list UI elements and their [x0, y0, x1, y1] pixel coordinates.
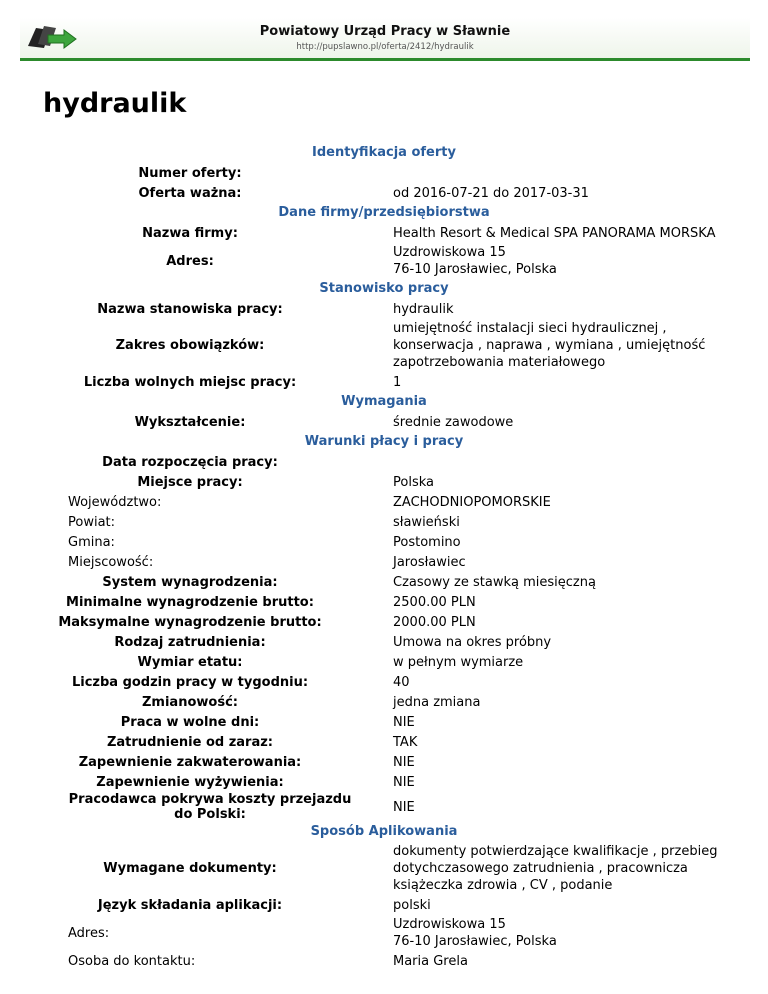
- detail-value-line: ZACHODNIOPOMORSKIE: [393, 494, 551, 510]
- detail-value-line: umiejętność instalacji sieci hydraulicznej ,: [393, 321, 667, 336]
- detail-value-line: dokumenty potwierdzające kwalifikacje , przebieg: [393, 844, 718, 859]
- detail-row: [0, 183, 768, 203]
- detail-value-line: średnie zawodowe: [393, 414, 514, 430]
- detail-value-line: TAK: [393, 734, 418, 750]
- detail-label: Zakres obowiązków:: [115, 338, 265, 353]
- detail-label: Pracodawca pokrywa koszty przejazdu do Polski:: [68, 792, 352, 822]
- detail-value-line: 76-10 Jarosławiec, Polska: [393, 262, 557, 277]
- detail-row: [0, 572, 768, 592]
- detail-label: Rodzaj zatrudnienia:: [114, 634, 266, 650]
- detail-row: [0, 915, 768, 951]
- detail-row: [0, 372, 768, 392]
- detail-value-line: Postomino: [393, 534, 461, 550]
- detail-value: [380, 774, 723, 791]
- detail-value-line: polski: [393, 897, 431, 913]
- detail-value: [380, 897, 723, 914]
- detail-value: [380, 734, 723, 751]
- detail-row: [0, 895, 768, 915]
- detail-label: Adres:: [68, 925, 110, 941]
- detail-label: Zatrudnienie od zaraz:: [106, 734, 274, 750]
- detail-label: Zapewnienie zakwaterowania:: [78, 754, 302, 770]
- detail-row: [0, 732, 768, 752]
- detail-label: Powiat:: [68, 514, 116, 530]
- section-heading: Identyfikacja oferty: [312, 145, 456, 160]
- detail-value-line: sławieński: [393, 514, 460, 530]
- detail-label: Praca w wolne dni:: [120, 714, 260, 730]
- detail-value: [380, 654, 723, 671]
- detail-value-line: Umowa na okres próbny: [393, 634, 552, 650]
- detail-row: [0, 532, 768, 552]
- detail-value: [380, 915, 723, 951]
- detail-row: [0, 552, 768, 572]
- detail-value-line: od 2016-07-21 do 2017-03-31: [393, 185, 589, 201]
- detail-value-line: Czasowy ze stawką miesięczną: [393, 574, 596, 590]
- detail-label: Wymiar etatu:: [137, 654, 243, 670]
- section-heading: Dane firmy/przedsiębiorstwa: [278, 205, 490, 220]
- detail-label: Liczba wolnych miejsc pracy:: [83, 374, 297, 390]
- detail-value-line: 76-10 Jarosławiec, Polska: [393, 934, 557, 949]
- detail-label: Język składania aplikacji:: [97, 897, 283, 913]
- section-heading: Stanowisko pracy: [319, 281, 449, 296]
- detail-row: [0, 652, 768, 672]
- detail-row: [0, 319, 768, 372]
- detail-label: Numer oferty:: [138, 165, 242, 181]
- detail-label: Zapewnienie wyżywienia:: [96, 774, 284, 790]
- detail-value-line: jedna zmiana: [393, 694, 481, 710]
- detail-row: [0, 412, 768, 432]
- detail-value: [380, 674, 723, 691]
- detail-row: [0, 672, 768, 692]
- detail-value: [380, 634, 723, 651]
- detail-value-line: w pełnym wymiarze: [393, 654, 524, 670]
- detail-value: [380, 414, 723, 431]
- detail-value: [380, 225, 723, 242]
- detail-value: [380, 474, 723, 491]
- detail-row: [0, 452, 768, 472]
- detail-value-line: Uzdrowiskowa 15: [393, 245, 506, 260]
- detail-row: [0, 299, 768, 319]
- detail-value-line: konserwacja , naprawa , wymiana , umiejętność: [393, 338, 706, 353]
- detail-label: Nazwa stanowiska pracy:: [97, 301, 283, 317]
- detail-value: [380, 374, 723, 391]
- detail-label: Adres:: [166, 253, 214, 269]
- detail-row: [0, 243, 768, 279]
- detail-row: [0, 951, 768, 971]
- detail-row: [0, 772, 768, 792]
- detail-value: [380, 301, 723, 318]
- detail-label: Liczba godzin pracy w tygodniu:: [71, 674, 309, 690]
- detail-label: System wynagrodzenia:: [102, 574, 278, 590]
- detail-value-line: Health Resort & Medical SPA PANORAMA MORSKA: [393, 225, 716, 241]
- site-title: Powiatowy Urząd Pracy w Sławnie: [259, 24, 511, 39]
- detail-value-line: zapotrzebowania materiałowego: [393, 355, 606, 370]
- detail-value-line: Uzdrowiskowa 15: [393, 917, 506, 932]
- site-header: [20, 18, 750, 61]
- detail-value-line: hydraulik: [393, 301, 454, 317]
- section-heading: Sposób Aplikowania: [310, 824, 458, 839]
- detail-label: Wykształcenie:: [134, 414, 246, 430]
- site-url[interactable]: http://pupslawno.pl/oferta/2412/hydraulik: [296, 42, 474, 52]
- detail-value: [380, 799, 723, 816]
- detail-row: [0, 223, 768, 243]
- detail-label: Miejsce pracy:: [137, 474, 243, 490]
- detail-label: Województwo:: [68, 494, 162, 510]
- detail-value-line: dotychczasowego zatrudnienia , pracownicza: [393, 861, 688, 876]
- section-heading: Wymagania: [341, 394, 427, 409]
- detail-value-line: NIE: [393, 714, 415, 730]
- detail-value-line: 1: [393, 374, 402, 390]
- detail-row: [0, 612, 768, 632]
- detail-value: [380, 494, 723, 511]
- detail-value: [380, 185, 723, 202]
- offer-details: [0, 143, 768, 971]
- detail-value: [380, 243, 723, 279]
- detail-value: [380, 754, 723, 771]
- detail-row: [0, 592, 768, 612]
- detail-row: [0, 163, 768, 183]
- detail-value-line: 2000.00 PLN: [393, 614, 476, 630]
- detail-row: [0, 752, 768, 772]
- detail-value-line: Maria Grela: [393, 953, 468, 969]
- detail-value: [380, 614, 723, 631]
- detail-row: [0, 712, 768, 732]
- detail-value: [380, 574, 723, 591]
- detail-label: Nazwa firmy:: [142, 225, 238, 241]
- detail-label: Data rozpoczęcia pracy:: [102, 454, 278, 470]
- detail-value-line: 2500.00 PLN: [393, 594, 476, 610]
- detail-value-line: Jarosławiec: [393, 554, 466, 570]
- detail-value-line: Polska: [393, 474, 434, 490]
- detail-label: Miejscowość:: [68, 554, 154, 570]
- detail-value: [380, 554, 723, 571]
- detail-row: [0, 472, 768, 492]
- detail-row: [0, 632, 768, 652]
- detail-label: Osoba do kontaktu:: [68, 953, 196, 969]
- detail-label: Maksymalne wynagrodzenie brutto:: [58, 614, 322, 630]
- page-title: hydraulik: [43, 88, 187, 119]
- detail-row: [0, 792, 768, 822]
- detail-value: [380, 319, 723, 372]
- detail-value: [380, 534, 723, 551]
- detail-value: [380, 842, 723, 895]
- detail-value: [380, 953, 723, 970]
- detail-value: [380, 514, 723, 531]
- detail-label: Zmianowość:: [142, 694, 238, 710]
- detail-value: [380, 714, 723, 731]
- detail-row: [0, 842, 768, 895]
- section-heading: Warunki płacy i pracy: [304, 434, 464, 449]
- detail-label: Gmina:: [68, 534, 115, 550]
- detail-value: [380, 594, 723, 611]
- detail-row: [0, 692, 768, 712]
- detail-label: Minimalne wynagrodzenie brutto:: [66, 594, 314, 610]
- detail-value-line: NIE: [393, 754, 415, 770]
- detail-value-line: NIE: [393, 799, 415, 815]
- detail-label: Wymagane dokumenty:: [103, 861, 277, 876]
- detail-label: Oferta ważna:: [138, 185, 242, 201]
- detail-value-line: NIE: [393, 774, 415, 790]
- detail-value-line: 40: [393, 674, 410, 690]
- detail-row: [0, 492, 768, 512]
- detail-value-line: książeczka zdrowia , CV , podanie: [393, 878, 613, 893]
- detail-value: [380, 694, 723, 711]
- detail-row: [0, 512, 768, 532]
